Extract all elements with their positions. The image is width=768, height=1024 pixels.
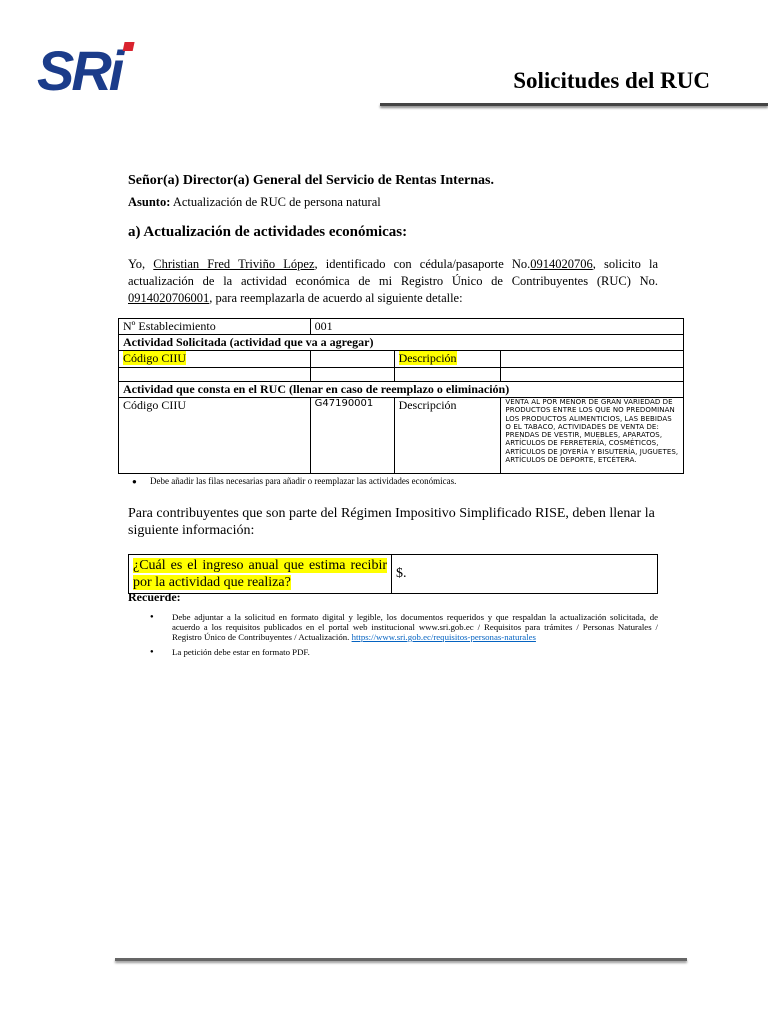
applicant-id: 0914020706 xyxy=(530,257,593,271)
list-item xyxy=(150,612,658,642)
activities-table xyxy=(118,318,684,474)
section-title: a) Actualización de actividades económicas: xyxy=(128,224,408,240)
description-label-text: Descripción xyxy=(398,351,457,365)
intro-text-3: , solicito la actualización de la actividad económica de mi Registro Único de Contribuyentes (RUC) No. xyxy=(128,257,659,288)
intro-paragraph xyxy=(128,256,658,307)
footer-divider xyxy=(115,958,687,961)
empty-cell[interactable] xyxy=(501,368,684,382)
subject xyxy=(128,195,381,210)
ciiu-input[interactable] xyxy=(310,351,394,368)
establishment-label: Nº Establecimiento xyxy=(119,319,311,335)
table-row xyxy=(119,319,684,335)
current-description-label: Descripción xyxy=(394,398,501,474)
intro-text-2: , identificado con cédula/pasaporte No. xyxy=(314,257,531,271)
sri-logo xyxy=(37,40,142,96)
empty-cell[interactable] xyxy=(394,368,501,382)
note xyxy=(132,476,456,486)
income-question-text: ¿Cuál es el ingreso anual que estima recibir por la actividad que realiza? xyxy=(133,558,387,590)
reminder-list xyxy=(150,612,658,662)
applicant-name: Christian Fred Triviño López xyxy=(153,257,315,271)
ciiu-label-text: Código CIIU xyxy=(123,351,186,365)
description-label xyxy=(394,351,501,368)
income-answer[interactable]: $. xyxy=(392,555,658,594)
ciiu-label xyxy=(119,351,311,368)
current-ciiu-value[interactable]: G47190001 xyxy=(310,398,394,474)
subject-text: Actualización de RUC de persona natural xyxy=(172,195,381,209)
current-description-value[interactable]: VENTA AL POR MENOR DE GRAN VARIEDAD DE PRODUCTOS ENTRE LOS QUE NO PREDOMINAN LOS PRODUCTOS ALIMENTICIOS, LAS BEBIDAS O EL TABACO, ACTIVIDADES DE VENTA DE: PRENDAS DE VESTIR, MUEBLES, APARATOS, ARTÍCULOS DE FERRETERÍA, COSMÉTICOS, ARTÍCULOS DE JOYERÍA Y BISUTERÍA, JUGUETES, ARTÍCULOS DE DEPORTE, ETCÉTERA. xyxy=(501,398,684,474)
header-divider xyxy=(380,103,768,106)
establishment-value[interactable]: 001 xyxy=(310,319,683,335)
empty-cell[interactable] xyxy=(119,368,311,382)
reminder-text: La petición debe estar en formato PDF. xyxy=(172,647,310,657)
intro-text-4: , para reemplazarla de acuerdo al siguiente detalle: xyxy=(209,291,463,305)
income-question xyxy=(129,555,392,594)
table-row xyxy=(119,351,684,368)
table-row xyxy=(119,368,684,382)
table-row xyxy=(119,398,684,474)
note-text: Debe añadir las filas necesarias para añadir o reemplazar las actividades económicas. xyxy=(150,476,457,486)
table-row xyxy=(119,335,684,351)
income-table xyxy=(128,554,658,594)
current-ciiu-label: Código CIIU xyxy=(119,398,311,474)
list-item xyxy=(150,647,658,657)
svg-text:SRi: SRi xyxy=(37,40,122,96)
reminder-title: Recuerde: xyxy=(128,590,181,604)
table-row xyxy=(129,555,658,594)
requirements-link[interactable]: https://www.sri.gob.ec/requisitos-personas-naturales xyxy=(351,632,536,642)
ruc-number: 0914020706001 xyxy=(128,291,210,305)
table-row xyxy=(119,382,684,398)
requested-activity-header: Actividad Solicitada (actividad que va a agregar) xyxy=(119,335,684,351)
intro-text-1: Yo, xyxy=(128,257,154,271)
subject-label: Asunto: xyxy=(128,195,171,209)
current-activity-header: Actividad que consta en el RUC (llenar en caso de reemplazo o eliminación) xyxy=(119,382,684,398)
page-title: Solicitudes del RUC xyxy=(513,68,710,93)
reminder-text: Debe adjuntar a la solicitud en formato digital y legible, los documentos requeridos y que respaldan la actualización solicitada, de acuerdo a los requisitos publicados en el portal web institucional www.sri.gob.ec / Requisitos para trámites / Personas Naturales / Registro Único de Contribuyentes / Actualización. xyxy=(172,612,658,642)
rise-paragraph: Para contribuyentes que son parte del Régimen Impositivo Simplificado RISE, deben llenar la siguiente información: xyxy=(128,506,655,538)
description-input[interactable] xyxy=(501,351,684,368)
empty-cell[interactable] xyxy=(310,368,394,382)
bullet-icon: ● xyxy=(132,477,137,486)
addressee: Señor(a) Director(a) General del Servicio de Rentas Internas. xyxy=(128,173,494,188)
